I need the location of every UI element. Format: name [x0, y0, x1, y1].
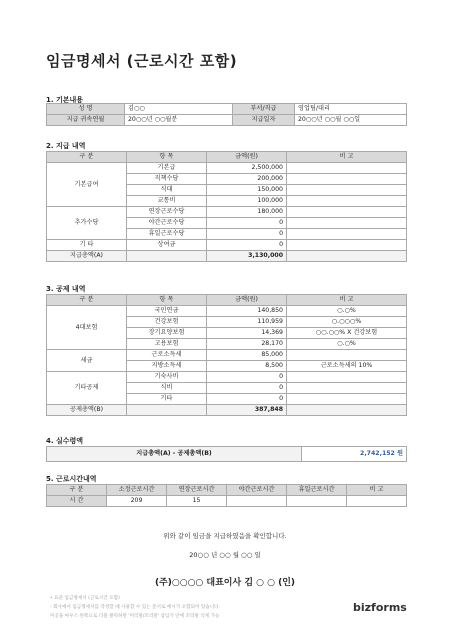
pay-note	[287, 185, 407, 196]
confirm-text: 위와 같이 임금을 지급하였음을 확인합니다.	[163, 532, 287, 540]
deduction-header: 항 목	[127, 295, 207, 306]
pay-item: 직책수당	[127, 174, 207, 185]
pay-amount: 150,000	[207, 185, 287, 196]
deduction-note	[287, 394, 407, 405]
deduction-note: ○.○%	[287, 339, 407, 350]
deduction-note: ○○.○○% X 건강보험	[287, 328, 407, 339]
deduction-item: 지방소득세	[127, 361, 207, 372]
pay-amount: 180,000	[207, 207, 287, 218]
net-unit: 원	[397, 450, 403, 457]
pay-amount: 0	[207, 240, 287, 251]
pay-note	[287, 240, 407, 251]
deduction-total-label: 공제총액(B)	[47, 405, 127, 416]
hours-header: 소정근로시간	[107, 485, 167, 496]
net-label: 지급총액(A) - 공제총액(B)	[47, 447, 302, 462]
date-line: 20○○ 년 ○○ 월 ○○ 일	[189, 551, 261, 559]
hours-header: 비 고	[347, 485, 407, 496]
deduction-note	[287, 350, 407, 361]
deduction-note: ○.○○○%	[287, 317, 407, 328]
pay-note	[287, 229, 407, 240]
deduction-note: ○.○%	[287, 306, 407, 317]
deduction-group-insurance: 4대보험	[47, 306, 127, 350]
hours-value: 209	[107, 496, 167, 507]
footnote: - 회사에서 임금명세서를 작성할 때 사용할 수 있는 문서로 예시가 포함되어 있습니다.	[50, 605, 221, 610]
deduction-amount: 14,369	[207, 328, 287, 339]
dept-value: 영업팀/대리	[295, 104, 407, 115]
pay-item: 상여금	[127, 240, 207, 251]
date-label: 지급일자	[233, 115, 295, 126]
deduction-note	[287, 383, 407, 394]
pay-note	[287, 196, 407, 207]
deduction-note	[287, 372, 407, 383]
page-title: 임금명세서 (근로시간 포함)	[46, 52, 238, 70]
pay-item: 야간근로수당	[127, 218, 207, 229]
deduction-total-note	[287, 405, 407, 416]
hours-header: 야간근로시간	[227, 485, 287, 496]
hours-value: 15	[167, 496, 227, 507]
pay-note	[287, 207, 407, 218]
deduction-amount: 8,500	[207, 361, 287, 372]
date-value: 20○○년 ○○월 ○○일	[295, 115, 407, 126]
deduction-total-value: 387,848	[207, 405, 287, 416]
hours-row-label: 시 간	[47, 496, 107, 507]
deduction-item: 식비	[127, 383, 207, 394]
hours-value	[227, 496, 287, 507]
deduction-item: 장기요양보험	[127, 328, 207, 339]
pay-amount: 0	[207, 229, 287, 240]
pay-amount: 0	[207, 218, 287, 229]
month-label: 지급 귀속연월	[47, 115, 125, 126]
pay-header: 구 분	[47, 152, 127, 163]
pay-group-base: 기본급여	[47, 163, 127, 207]
bizforms-logo	[353, 601, 407, 614]
hours-header: 구 분	[47, 485, 107, 496]
deduction-amount: 110,959	[207, 317, 287, 328]
deduction-group-other: 기타공제	[47, 372, 127, 405]
dept-label: 부서/직급	[233, 104, 295, 115]
deduction-amount: 140,850	[207, 306, 287, 317]
hours-header: 연장근로시간	[167, 485, 227, 496]
deduction-header: 구 분	[47, 295, 127, 306]
hours-value	[347, 496, 407, 507]
hours-header: 휴일근로시간	[287, 485, 347, 496]
pay-item: 식대	[127, 185, 207, 196]
deduction-table	[46, 294, 407, 416]
pay-amount: 100,000	[207, 196, 287, 207]
section-pay-title: 2. 지급 내역	[46, 142, 86, 150]
pay-note	[287, 174, 407, 185]
pay-total-blank	[127, 251, 207, 262]
deduction-group-tax: 세금	[47, 350, 127, 372]
pay-total-label: 지급총액(A)	[47, 251, 127, 262]
pay-amount: 2,500,000	[207, 163, 287, 174]
footnote: 미공을 마우스 왼쪽으로 더블 클릭하면 '머리말/꼬리말' 삽입기 안에 꼬리말 삭제 가능	[50, 614, 220, 619]
logo-text: bizforms	[353, 601, 407, 614]
pay-item: 기본급	[127, 163, 207, 174]
pay-item: 휴일근로수당	[127, 229, 207, 240]
section-basic-title: 1. 기본내용	[46, 96, 84, 104]
net-value-cell	[302, 447, 407, 462]
deduction-header: 비 고	[287, 295, 407, 306]
pay-item: 교통비	[127, 196, 207, 207]
section-net-title: 4. 실수령액	[46, 437, 84, 445]
pay-total-note	[287, 251, 407, 262]
deduction-amount: 0	[207, 372, 287, 383]
name-label: 성 명	[47, 104, 125, 115]
pay-total-value: 3,130,000	[207, 251, 287, 262]
deduction-item: 국민연금	[127, 306, 207, 317]
month-value: 20○○년 ○○월분	[125, 115, 233, 126]
deduction-amount: 85,000	[207, 350, 287, 361]
deduction-total-blank	[127, 405, 207, 416]
pay-header: 항 목	[127, 152, 207, 163]
pay-note	[287, 218, 407, 229]
deduction-item: 건강보험	[127, 317, 207, 328]
pay-note	[287, 163, 407, 174]
net-value: 2,742,152	[360, 450, 395, 457]
footnote: • 표준 임금명세서 (근로시간 포함)	[50, 596, 120, 601]
pay-table	[46, 151, 407, 262]
deduction-amount: 0	[207, 383, 287, 394]
pay-amount: 200,000	[207, 174, 287, 185]
deduction-item: 기타	[127, 394, 207, 405]
signature: (주)○○○○ 대표이사 김 ○ ○ (인)	[154, 578, 296, 588]
pay-header: 금액(원)	[207, 152, 287, 163]
basic-info-table	[46, 103, 407, 126]
pay-header: 비 고	[287, 152, 407, 163]
section-hours-title: 5. 근로시간내역	[46, 475, 97, 483]
deduction-item: 고용보험	[127, 339, 207, 350]
deduction-note: 근로소득세의 10%	[287, 361, 407, 372]
name-value: 김○○	[125, 104, 233, 115]
deduction-item: 기숙사비	[127, 372, 207, 383]
deduction-amount: 0	[207, 394, 287, 405]
hours-value	[287, 496, 347, 507]
pay-group-other: 기 타	[47, 240, 127, 251]
deduction-header: 금액(원)	[207, 295, 287, 306]
deduction-amount: 28,170	[207, 339, 287, 350]
pay-group-extra: 추가수당	[47, 207, 127, 240]
deduction-item: 근로소득세	[127, 350, 207, 361]
net-table	[46, 446, 407, 462]
pay-item: 연장근로수당	[127, 207, 207, 218]
hours-table	[46, 484, 407, 507]
section-deduction-title: 3. 공제 내역	[46, 285, 86, 293]
